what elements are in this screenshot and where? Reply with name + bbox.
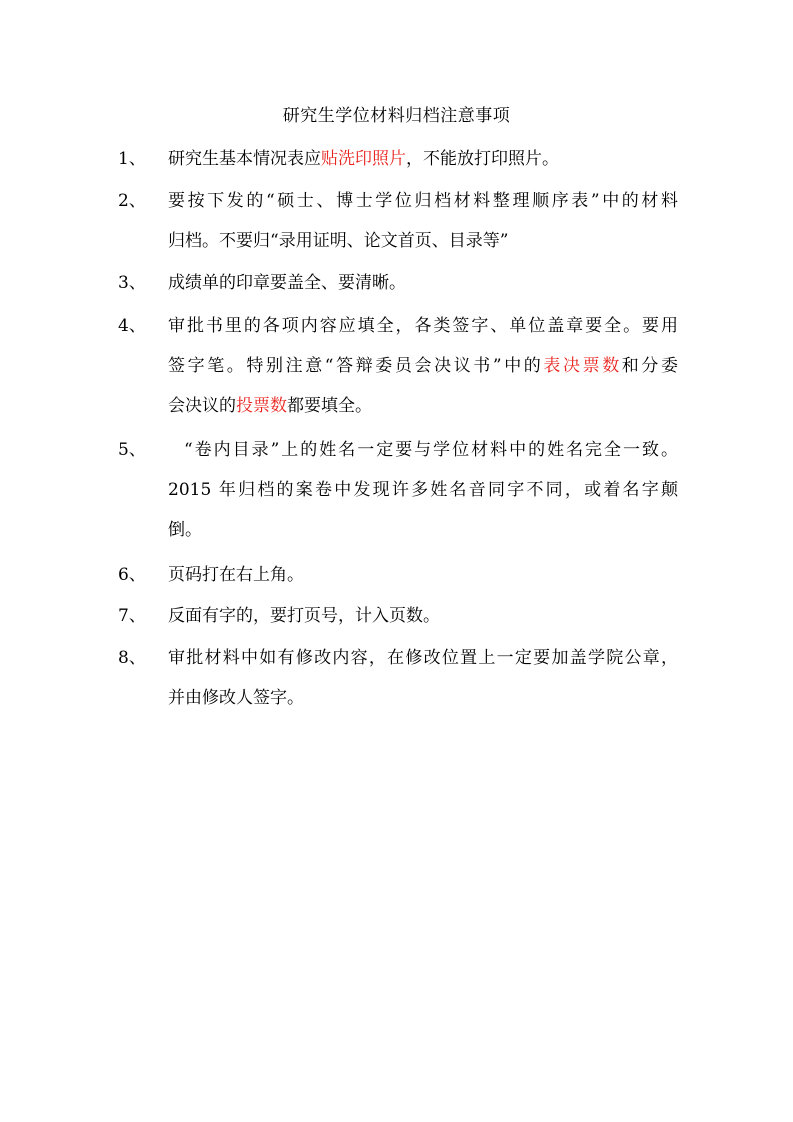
- item-text: [168, 638, 678, 718]
- highlighted-text: 投票数: [236, 396, 287, 416]
- item-line: 归档。不要归“录用证明、论文首页、目录等”: [168, 231, 509, 251]
- item-line: 成绩单的印章要盖全、要清晰。: [168, 273, 406, 293]
- item-line: 审批书里的各项内容应填全，各类签字、单位盖章要全。要用: [168, 316, 678, 336]
- item-number: 4、: [118, 316, 146, 336]
- item-line: 2015 年归档的案卷中发现许多姓名音同字不同，或着名字颠: [168, 480, 678, 500]
- item-line: [168, 346, 678, 386]
- item-line: [168, 139, 678, 179]
- item-line: 要按下发的“硕士、博士学位归档材料整理顺序表”中的材料: [168, 191, 678, 211]
- text-segment: 和分委: [621, 356, 678, 376]
- item-line: 反面有字的，要打页号，计入页数。: [168, 606, 440, 626]
- item-number: 5、: [118, 440, 146, 460]
- item-number: 8、: [118, 648, 146, 668]
- item-number: 2、: [118, 191, 146, 211]
- item-line: 页码打在右上角。: [168, 565, 304, 585]
- item-text: [168, 139, 678, 179]
- item-number: 7、: [118, 606, 146, 626]
- text-segment: ，不能放打印照片。: [406, 149, 559, 169]
- document-title: 研究生学位材料归档注意事项: [282, 106, 511, 126]
- item-text: [168, 596, 678, 636]
- highlighted-text: 贴洗印照片: [321, 149, 406, 169]
- item-line: 审批材料中如有修改内容，在修改位置上一定要加盖学院公章，: [168, 648, 678, 668]
- item-text: [168, 555, 678, 595]
- item-line: 倒。: [168, 520, 202, 540]
- item-line: “卷内目录”上的姓名一定要与学位材料中的姓名完全一致。: [184, 440, 678, 460]
- text-segment: 签字笔。特别注意“答辩委员会决议书”中的: [168, 356, 544, 376]
- item-line: 并由修改人签字。: [168, 688, 304, 708]
- highlighted-text: 表决票数: [543, 356, 622, 376]
- text-segment: 研究生基本情况表应: [168, 149, 321, 169]
- item-number: 1、: [118, 149, 146, 169]
- item-text: [168, 306, 678, 426]
- item-text: [168, 181, 678, 261]
- item-number: 3、: [118, 273, 146, 293]
- item-text: [168, 430, 678, 550]
- item-text: [168, 263, 678, 303]
- text-segment: 都要填全。: [287, 396, 372, 416]
- item-number: 6、: [118, 565, 146, 585]
- text-segment: 会决议的: [168, 396, 236, 416]
- item-line: [168, 386, 678, 426]
